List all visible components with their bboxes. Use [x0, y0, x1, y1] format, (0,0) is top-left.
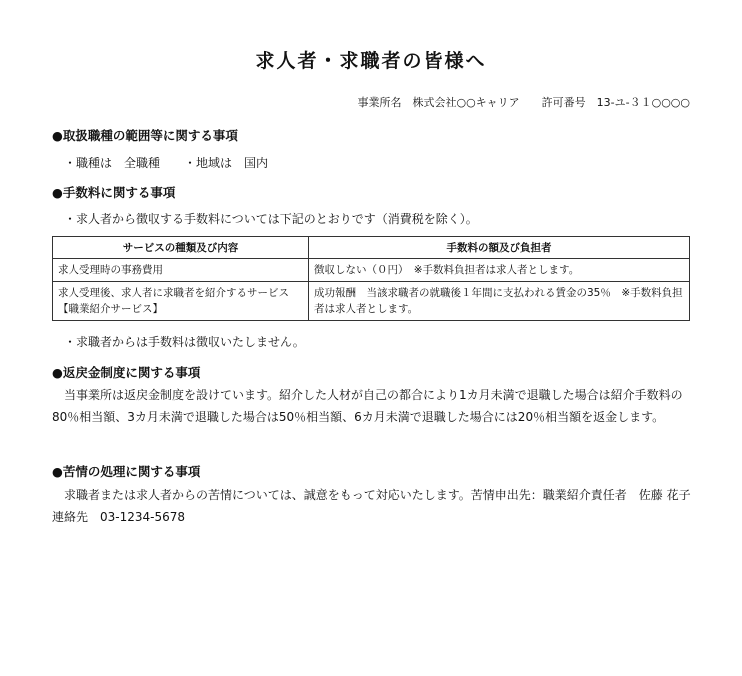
fees-note: ・求職者からは手数料は徴収いたしません。 [64, 335, 305, 349]
fee-table-header-row [53, 237, 690, 259]
scope-line: ・職種は 全職種 ・地域は 国内 [64, 156, 269, 170]
scope-heading: ●取扱職種の範囲等に関する事項 [52, 128, 238, 143]
complaints-heading: ●苦情の処理に関する事項 [52, 464, 201, 479]
fees-intro: ・求人者から徴収する手数料については下記のとおりです（消費税を除く）。 [64, 212, 478, 226]
refund-body: 当事業所は返戻金制度を設けています。紹介した人材が自己の都合により1カ月未満で退職した場合は紹介手数料の80％相当額、3カ月未満で退職した場合は50％相当額、6カ月未満で退職した場合には20％相当額を返金します。 [52, 388, 683, 424]
table-cell: 成功報酬 当該求職者の就職後１年間に支払われる賃金の35％ ※手数料負担者は求人者とします。 [309, 282, 690, 321]
office-info: 事業所名 株式会社○○キャリア 許可番号 13-ユ-３１○○○○ [357, 96, 690, 109]
table-row [53, 282, 690, 321]
page-title: 求人者・求職者の皆様へ [255, 50, 487, 72]
table-row [53, 259, 690, 282]
refund-heading: ●返戻金制度に関する事項 [52, 365, 201, 380]
fee-table-header: サービスの種類及び内容 [53, 237, 309, 259]
fee-table [52, 236, 690, 321]
fee-table-header: 手数料の額及び負担者 [309, 237, 690, 259]
table-cell: 求人受理後、求人者に求職者を紹介するサービス【職業紹介サービス】 [53, 282, 309, 321]
table-cell: 徴収しない（０円） ※手数料負担者は求人者とします。 [309, 259, 690, 282]
table-cell: 求人受理時の事務費用 [53, 259, 309, 282]
complaints-body: 求職者または求人者からの苦情については、誠意をもって対応いたします。苦情申出先：職業紹介責任者 佐藤 花子 連絡先 03-1234-5678 [52, 488, 703, 524]
fees-heading: ●手数料に関する事項 [52, 185, 176, 200]
